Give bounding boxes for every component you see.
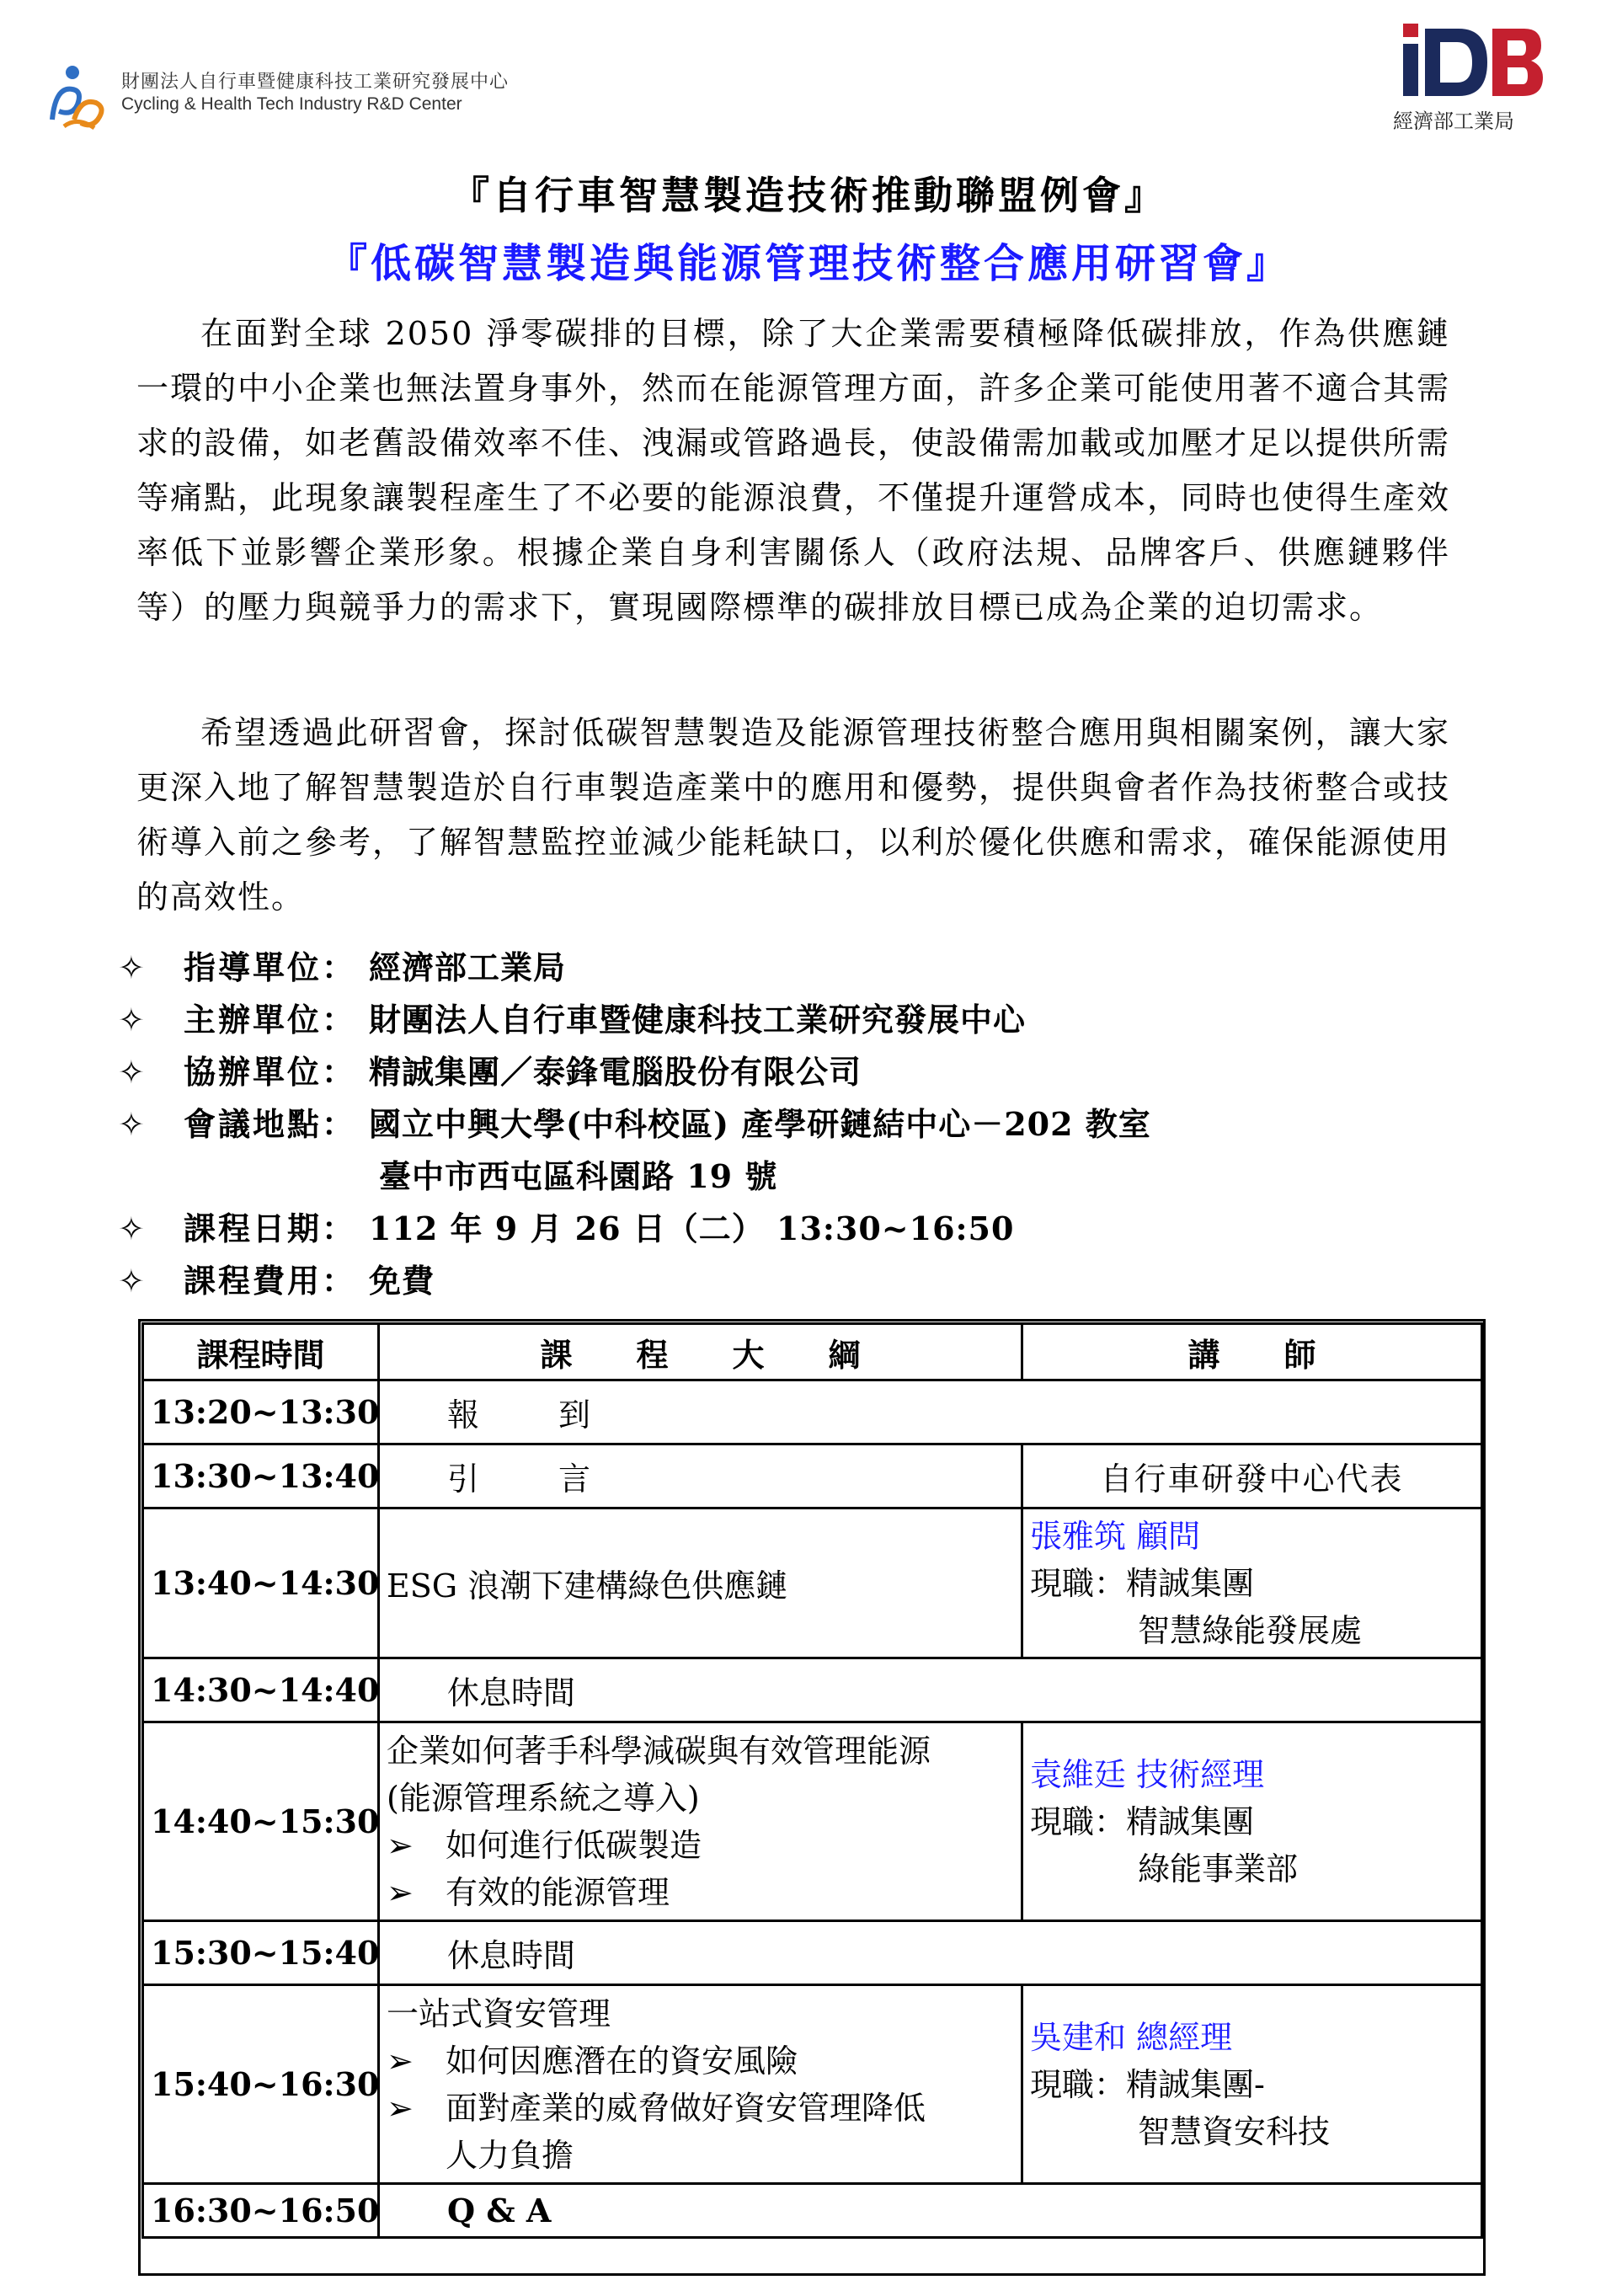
topic-bullet-continuation: 人力負擔: [446, 2136, 574, 2174]
arrow-bullet-icon: ➢: [387, 1826, 414, 1864]
row-topic: ESG 浪潮下建構綠色供應鏈: [379, 1508, 1022, 1658]
row-topic: 報 到: [379, 1380, 1482, 1444]
cycling-logo-icon: [44, 61, 111, 135]
topic-bullet-text: 面對產業的威脅做好資安管理降低: [446, 2089, 926, 2127]
intro-paragraph: 在面對全球 2050 淨零碳排的目標，除了大企業需要積極降低碳排放，作為供應鏈一環的中小企業也無法置身事外，然而在能源管理方面，許多企業可能使用著不適合其需求的設備，如老舊設備效率不佳、洩漏或管路過長，使設備需加載或加壓才足以提供所需等痛點，此現象讓製程產生了不必要的能源浪費，不僅提升運營成本，同時也使得生產效率低下並影響企業形象。根據企業自身利害關係人（政府法規、品牌客戶、供應鏈夥伴等）的壓力與競爭力的需求下，實現國際標準的碳排放目標已成為企業的迫切需求。: [136, 315, 1451, 626]
purpose-paragraph: 希望透過此研習會，探討低碳智慧製造及能源管理技術整合應用與相關案例，讓大家更深入地了解智慧製造於自行車製造產業中的應用和優勢，提供與會者作為技術整合或技術導入前之參考，了解智慧監控並減少能耗缺口，以利於優化供應和需求，確保能源使用的高效性。: [136, 714, 1451, 916]
host-unit-value: 財團法人自行車暨健康科技工業研究發展中心: [369, 1001, 1027, 1039]
star-bullet-icon: ✧: [118, 1106, 145, 1143]
row-time: 13:40~14:30: [143, 1508, 379, 1658]
star-bullet-icon: ✧: [118, 1054, 145, 1091]
speaker-position: 現職：精誠集團-: [1030, 2065, 1265, 2103]
row-topic: [379, 1985, 1022, 2184]
speaker-position: 現職：精誠集團: [1030, 1564, 1255, 1602]
venue-label: 會議地點：: [184, 1105, 357, 1143]
row-time: 14:40~15:30: [143, 1722, 379, 1921]
arrow-bullet-icon: ➢: [387, 2089, 414, 2127]
row-time: 15:40~16:30: [143, 1985, 379, 2184]
cycling-center-logo: [44, 61, 510, 136]
ministry-name: 經濟部工業局: [1393, 109, 1514, 133]
row-speaker: [1022, 1508, 1482, 1658]
table-row: [143, 1444, 1482, 1508]
row-time: 16:30~16:50: [143, 2184, 379, 2238]
org-name-en: Cycling & Health Tech Industry R&D Center: [121, 94, 462, 114]
row-time: 15:30~15:40: [143, 1921, 379, 1985]
speaker-name: 張雅筑 顧問: [1030, 1517, 1201, 1555]
topic-line: 一站式資安管理: [387, 1994, 611, 2032]
row-topic: 引 言: [379, 1444, 1022, 1508]
fee-value: 免費: [369, 1262, 435, 1300]
table-row: [143, 1985, 1482, 2184]
row-speaker: [1022, 1985, 1482, 2184]
venue-address-item: [118, 1151, 1465, 1203]
row-topic: Q & A: [379, 2184, 1482, 2238]
header-speaker: 講 師: [1022, 1324, 1482, 1380]
guide-unit-item: [118, 942, 1465, 994]
speaker-department: 綠能事業部: [1138, 1850, 1299, 1888]
schedule-table: [141, 1322, 1483, 2239]
co-host-label: 協辦單位：: [184, 1053, 357, 1091]
idb-logo-icon: [1400, 24, 1543, 99]
speaker-name: 吳建和 總經理: [1030, 2018, 1233, 2056]
fee-item: [118, 1255, 1465, 1307]
date-value: 112 年 9 月 26 日（二） 13:30~16:50: [369, 1209, 1015, 1247]
row-time: 13:20~13:30: [143, 1380, 379, 1444]
org-name-zh: 財團法人自行車暨健康科技工業研究發展中心: [121, 72, 510, 93]
date-item: [118, 1203, 1465, 1255]
table-row: [143, 1921, 1482, 1985]
date-label: 課程日期：: [184, 1209, 357, 1247]
star-bullet-icon: ✧: [118, 1263, 145, 1300]
venue-value: 國立中興大學(中科校區) 產學研鏈結中心－202 教室: [369, 1105, 1151, 1143]
row-topic: 休息時間: [379, 1921, 1482, 1985]
table-row: [143, 1508, 1482, 1658]
event-info-list: [118, 942, 1465, 1307]
topic-bullet-item: [387, 2085, 1014, 2132]
table-row: [143, 1658, 1482, 1722]
venue-item: [118, 1098, 1465, 1151]
speaker-department: 智慧綠能發展處: [1138, 1611, 1363, 1649]
co-host-item: [118, 1046, 1465, 1098]
venue-address: 臺中市西屯區科園路 19 號: [379, 1157, 778, 1195]
table-header-row: [143, 1324, 1482, 1380]
topic-bullet-text: 有效的能源管理: [446, 1873, 670, 1911]
topic-line: (能源管理系統之導入): [387, 1779, 700, 1817]
topic-bullet-text: 如何進行低碳製造: [446, 1826, 702, 1864]
speaker-name: 袁維廷 技術經理: [1030, 1755, 1265, 1793]
topic-bullet-item: [387, 1822, 1014, 1869]
fee-label: 課程費用：: [184, 1262, 357, 1300]
row-time: 14:30~14:40: [143, 1658, 379, 1722]
row-topic: 休息時間: [379, 1658, 1482, 1722]
idb-logo: [1388, 24, 1556, 141]
row-speaker: [1022, 1722, 1482, 1921]
host-unit-label: 主辦單位：: [184, 1001, 357, 1039]
co-host-value: 精誠集團／泰鋒電腦股份有限公司: [369, 1053, 862, 1091]
host-unit-item: [118, 994, 1465, 1046]
guide-unit-label: 指導單位：: [184, 948, 357, 986]
star-bullet-icon: ✧: [118, 1001, 145, 1039]
speaker-position: 現職：精誠集團: [1030, 1802, 1255, 1840]
row-speaker: 自行車研發中心代表: [1022, 1444, 1482, 1508]
topic-bullet-item: [387, 2037, 1014, 2085]
row-topic: [379, 1722, 1022, 1921]
guide-unit-value: 經濟部工業局: [369, 948, 567, 986]
star-bullet-icon: ✧: [118, 1210, 145, 1247]
header-topic: 課 程 大 綱: [379, 1324, 1022, 1380]
arrow-bullet-icon: ➢: [387, 2042, 414, 2080]
speaker-department: 智慧資安科技: [1138, 2112, 1331, 2150]
sub-title: 『低碳智慧製造與能源管理技術整合應用研習會』: [326, 240, 1290, 287]
arrow-bullet-icon: ➢: [387, 1873, 414, 1911]
table-row: [143, 1722, 1482, 1921]
main-title: 『自行車智慧製造技術推動聯盟例會』: [451, 173, 1166, 218]
topic-line: 企業如何著手科學減碳與有效管理能源: [387, 1732, 931, 1770]
topic-bullet-text: 如何因應潛在的資安風險: [446, 2042, 798, 2080]
table-row: [143, 1380, 1482, 1444]
star-bullet-icon: ✧: [118, 949, 145, 986]
topic-bullet-item: [387, 1869, 1014, 1916]
table-row: [143, 2184, 1482, 2238]
header-time: 課程時間: [143, 1324, 379, 1380]
row-time: 13:30~13:40: [143, 1444, 379, 1508]
